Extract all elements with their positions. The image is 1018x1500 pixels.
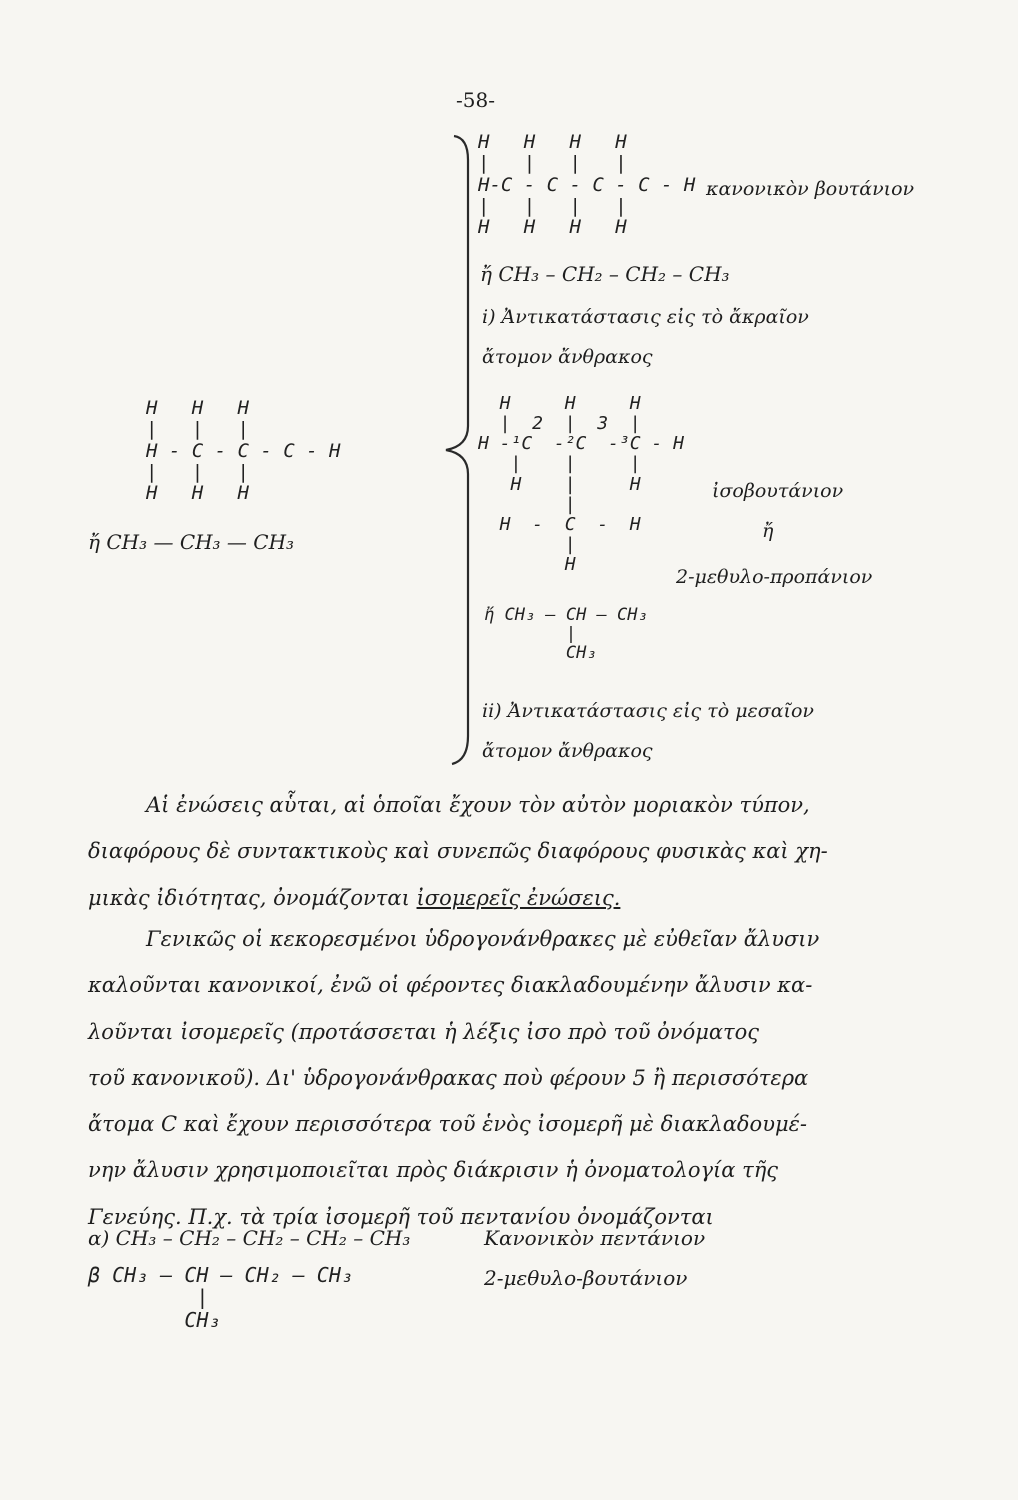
isobutane-name: ἰσοβουτάνιον [712,480,844,502]
isobutane-iupac-name: 2-μεθυλο-προπάνιον [676,566,873,588]
propane-structural-formula: H H H | | | H - C - C - C - H | | | H H H [146,397,341,505]
butane-name: κανονικὸν βουτάνιον [706,178,915,200]
isobutane-structural-formula: H H H | 2 | 3 | H -¹C -²C -³C - H | | | H | H | H - C - H | H [478,393,684,576]
paragraph1-line-text: μικὰς ἰδιότητας, ὀνομάζονται [88,885,410,910]
butane-condensed-formula: ἤ CH₃ – CH₂ – CH₂ – CH₃ [480,262,730,286]
curly-brace-icon [440,130,480,770]
propane-condensed-formula: ἤ CH₃ — CH₃ — CH₃ [88,530,295,554]
paragraph1-line: Αἱ ἐνώσεις αὗται, αἱ ὁποῖαι ἔχουν τὸν αὐτὸν μοριακὸν τύπον, [146,793,810,817]
n-pentane-formula: α) CH₃ – CH₂ – CH₂ – CH₂ – CH₃ [88,1226,411,1250]
paragraph1-line: διαφόρους δὲ συντακτικοὺς καὶ συνεπῶς διαφόρους φυσικὰς καὶ χη- [88,839,828,864]
paragraph-nomenclature [88,916,928,1240]
case-i-line2: ἄτομον ἄνθρακος [482,346,653,368]
paragraph2-line: καλοῦνται κανονικοί, ἐνῶ οἱ φέροντες διακλαδουμένην ἄλυσιν κα- [88,973,813,998]
isobutane-or: ἤ [762,520,774,542]
case-ii-line1: ii) Ἀντικατάστασις εἰς τὸ μεσαῖον [482,700,814,722]
butane-structural-formula: H H H H | | | | H-C - C - C - C - H | | | | H H H H [478,131,696,239]
paragraph2-line: νην ἄλυσιν χρησιμοποιεῖται πρὸς διάκρισιν ἡ ὀνοματολογία τῆς [88,1158,779,1183]
case-ii-line2: ἄτομον ἄνθρακος [482,740,653,762]
paragraph2-line: Γενικῶς οἱ κεκορεσμένοι ὑδρογονάνθρακες μὲ εὐθεῖαν ἄλυσιν [146,927,820,951]
page-number: -58- [456,88,495,112]
case-i-line1: i) Ἀντικατάστασις εἰς τὸ ἄκραῖον [482,306,809,328]
isobutane-condensed-formula: ἤ CH₃ – CH – CH₃ | CH₃ [484,605,648,664]
isomers-term: ἰσομερεῖς ἐνώσεις. [416,885,621,910]
paragraph-isomers-definition [88,782,928,921]
paragraph2-line: λοῦνται ἰσομερεῖς (προτάσσεται ἡ λέξις ἰσο πρὸ τοῦ ὀνόματος [88,1019,760,1044]
paragraph2-line: τοῦ κανονικοῦ). Δι' ὑδρογονάνθρακας ποὺ φέρουν 5 ἢ περισσότερα [88,1065,809,1090]
paragraph2-line: ἄτομα C καὶ ἔχουν περισσότερα τοῦ ἑνὸς ἰσομερῆ μὲ διακλαδουμέ- [88,1112,807,1137]
methylbutane-name: 2-μεθυλο-βουτάνιον [484,1266,688,1290]
paragraph1-line [88,875,928,921]
paragraph2-line: Γενεύης. Π.χ. τὰ τρία ἰσομερῆ τοῦ πεντανίου ὀνομάζονται [88,1204,714,1229]
n-pentane-name: Κανονικὸν πεντάνιον [484,1226,706,1250]
methylbutane-formula: β CH₃ — CH — CH₂ — CH₃ | CH₃ [88,1263,353,1332]
